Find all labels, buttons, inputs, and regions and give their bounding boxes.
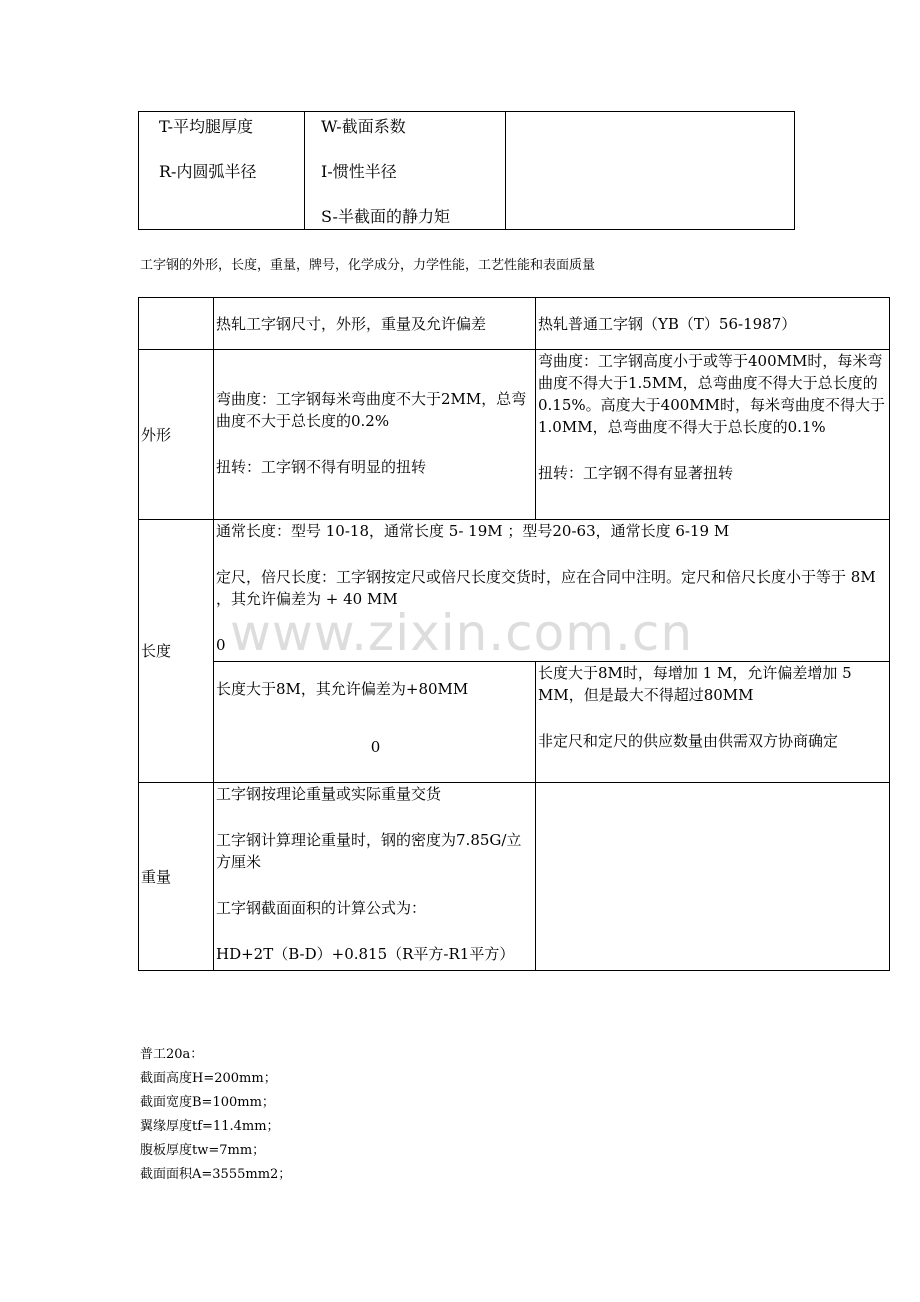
- text-line: 扭转：工字钢不得有明显的扭转: [216, 458, 427, 476]
- notes-block: [140, 1043, 291, 1187]
- text-line: 非定尺和定尺的供应数量由供需双方协商确定: [538, 732, 839, 750]
- header-col2: 热轧工字钢尺寸，外形，重量及允许偏差: [214, 298, 536, 350]
- symbol-table: [138, 111, 795, 230]
- length-col2: [214, 662, 536, 783]
- section-caption: 工字钢的外形，长度，重量，牌号，化学成分，力学性能，工艺性能和表面质量: [140, 258, 596, 273]
- text-line: 弯曲度：工字钢高度小于或等于400MM时，每米弯曲度不得大于1.5MM，总弯曲度不得大于总长度的0.15%。高度大于400MM时，每米弯曲度不得大于1.0MM，总弯曲度不得大于总长度的0.1%: [538, 352, 886, 436]
- text-line: 扭转：工字钢不得有显著扭转: [538, 464, 734, 482]
- symbol-item: I-惯性半径: [321, 162, 397, 181]
- watermark: www.zixin.com.cn: [230, 604, 694, 662]
- row-label-weight: 重量: [139, 783, 214, 971]
- shape-col2: [214, 350, 536, 520]
- note-line: 腹板厚度tw=7mm；: [140, 1143, 266, 1158]
- text-line: 工字钢按理论重量或实际重量交货: [216, 785, 442, 803]
- note-line: 翼缘厚度tf=11.4mm；: [140, 1119, 280, 1134]
- note-line: 普工20a：: [140, 1047, 204, 1062]
- text-line: 长度大于8M时，每增加 1 M，允许偏差增加 5 MM，但是最大不得超过80MM: [538, 664, 852, 704]
- symbol-item: W-截面系数: [321, 117, 406, 136]
- length-main: [214, 520, 890, 662]
- text-line: 工字钢计算理论重量时，钢的密度为7.85G/立方厘米: [216, 831, 522, 871]
- symbol-col-3-empty: [506, 112, 795, 230]
- spec-table: [138, 297, 890, 971]
- header-col3: 热轧普通工字钢（YB（T）56-1987）: [536, 298, 890, 350]
- weight-col3-empty: [536, 783, 890, 971]
- text-line: 通常长度：型号 10-18，通常长度 5- 19M ；型号20-63，通常长度 6-19 M: [216, 522, 730, 540]
- symbol-item: R-内圆弧半径: [159, 162, 257, 181]
- weight-col2: [214, 783, 536, 971]
- header-empty-cell: [139, 298, 214, 350]
- note-line: 截面宽度B=100mm；: [140, 1095, 275, 1110]
- row-label-shape: 外形: [139, 350, 214, 520]
- text-line: 定尺，倍尺长度：工字钢按定尺或倍尺长度交货时，应在合同中注明。定尺和倍尺长度小于等于 8M ，其允许偏差为 + 40 MM: [216, 568, 876, 608]
- symbol-col-2: [305, 112, 506, 230]
- row-label-length: 长度: [139, 520, 214, 783]
- symbol-item: S-半截面的静力矩: [321, 207, 450, 226]
- text-line: 0: [216, 636, 226, 654]
- shape-col3: [536, 350, 890, 520]
- text-line: 长度大于8M，其允许偏差为+80MM: [216, 680, 469, 698]
- text-line: HD+2T（B-D）+0.815（R平方-R1平方）: [216, 945, 515, 963]
- text-line: 弯曲度：工字钢每米弯曲度不大于2MM，总弯曲度不大于总长度的0.2%: [216, 390, 527, 430]
- text-line: 0: [370, 738, 381, 756]
- symbol-item: T-平均腿厚度: [159, 117, 254, 136]
- text-line: 工字钢截面面积的计算公式为：: [216, 899, 427, 917]
- note-line: 截面高度H=200mm；: [140, 1071, 277, 1086]
- length-col3: [536, 662, 890, 783]
- symbol-col-1: [139, 112, 305, 230]
- note-line: 截面面积A=3555mm2；: [140, 1167, 292, 1182]
